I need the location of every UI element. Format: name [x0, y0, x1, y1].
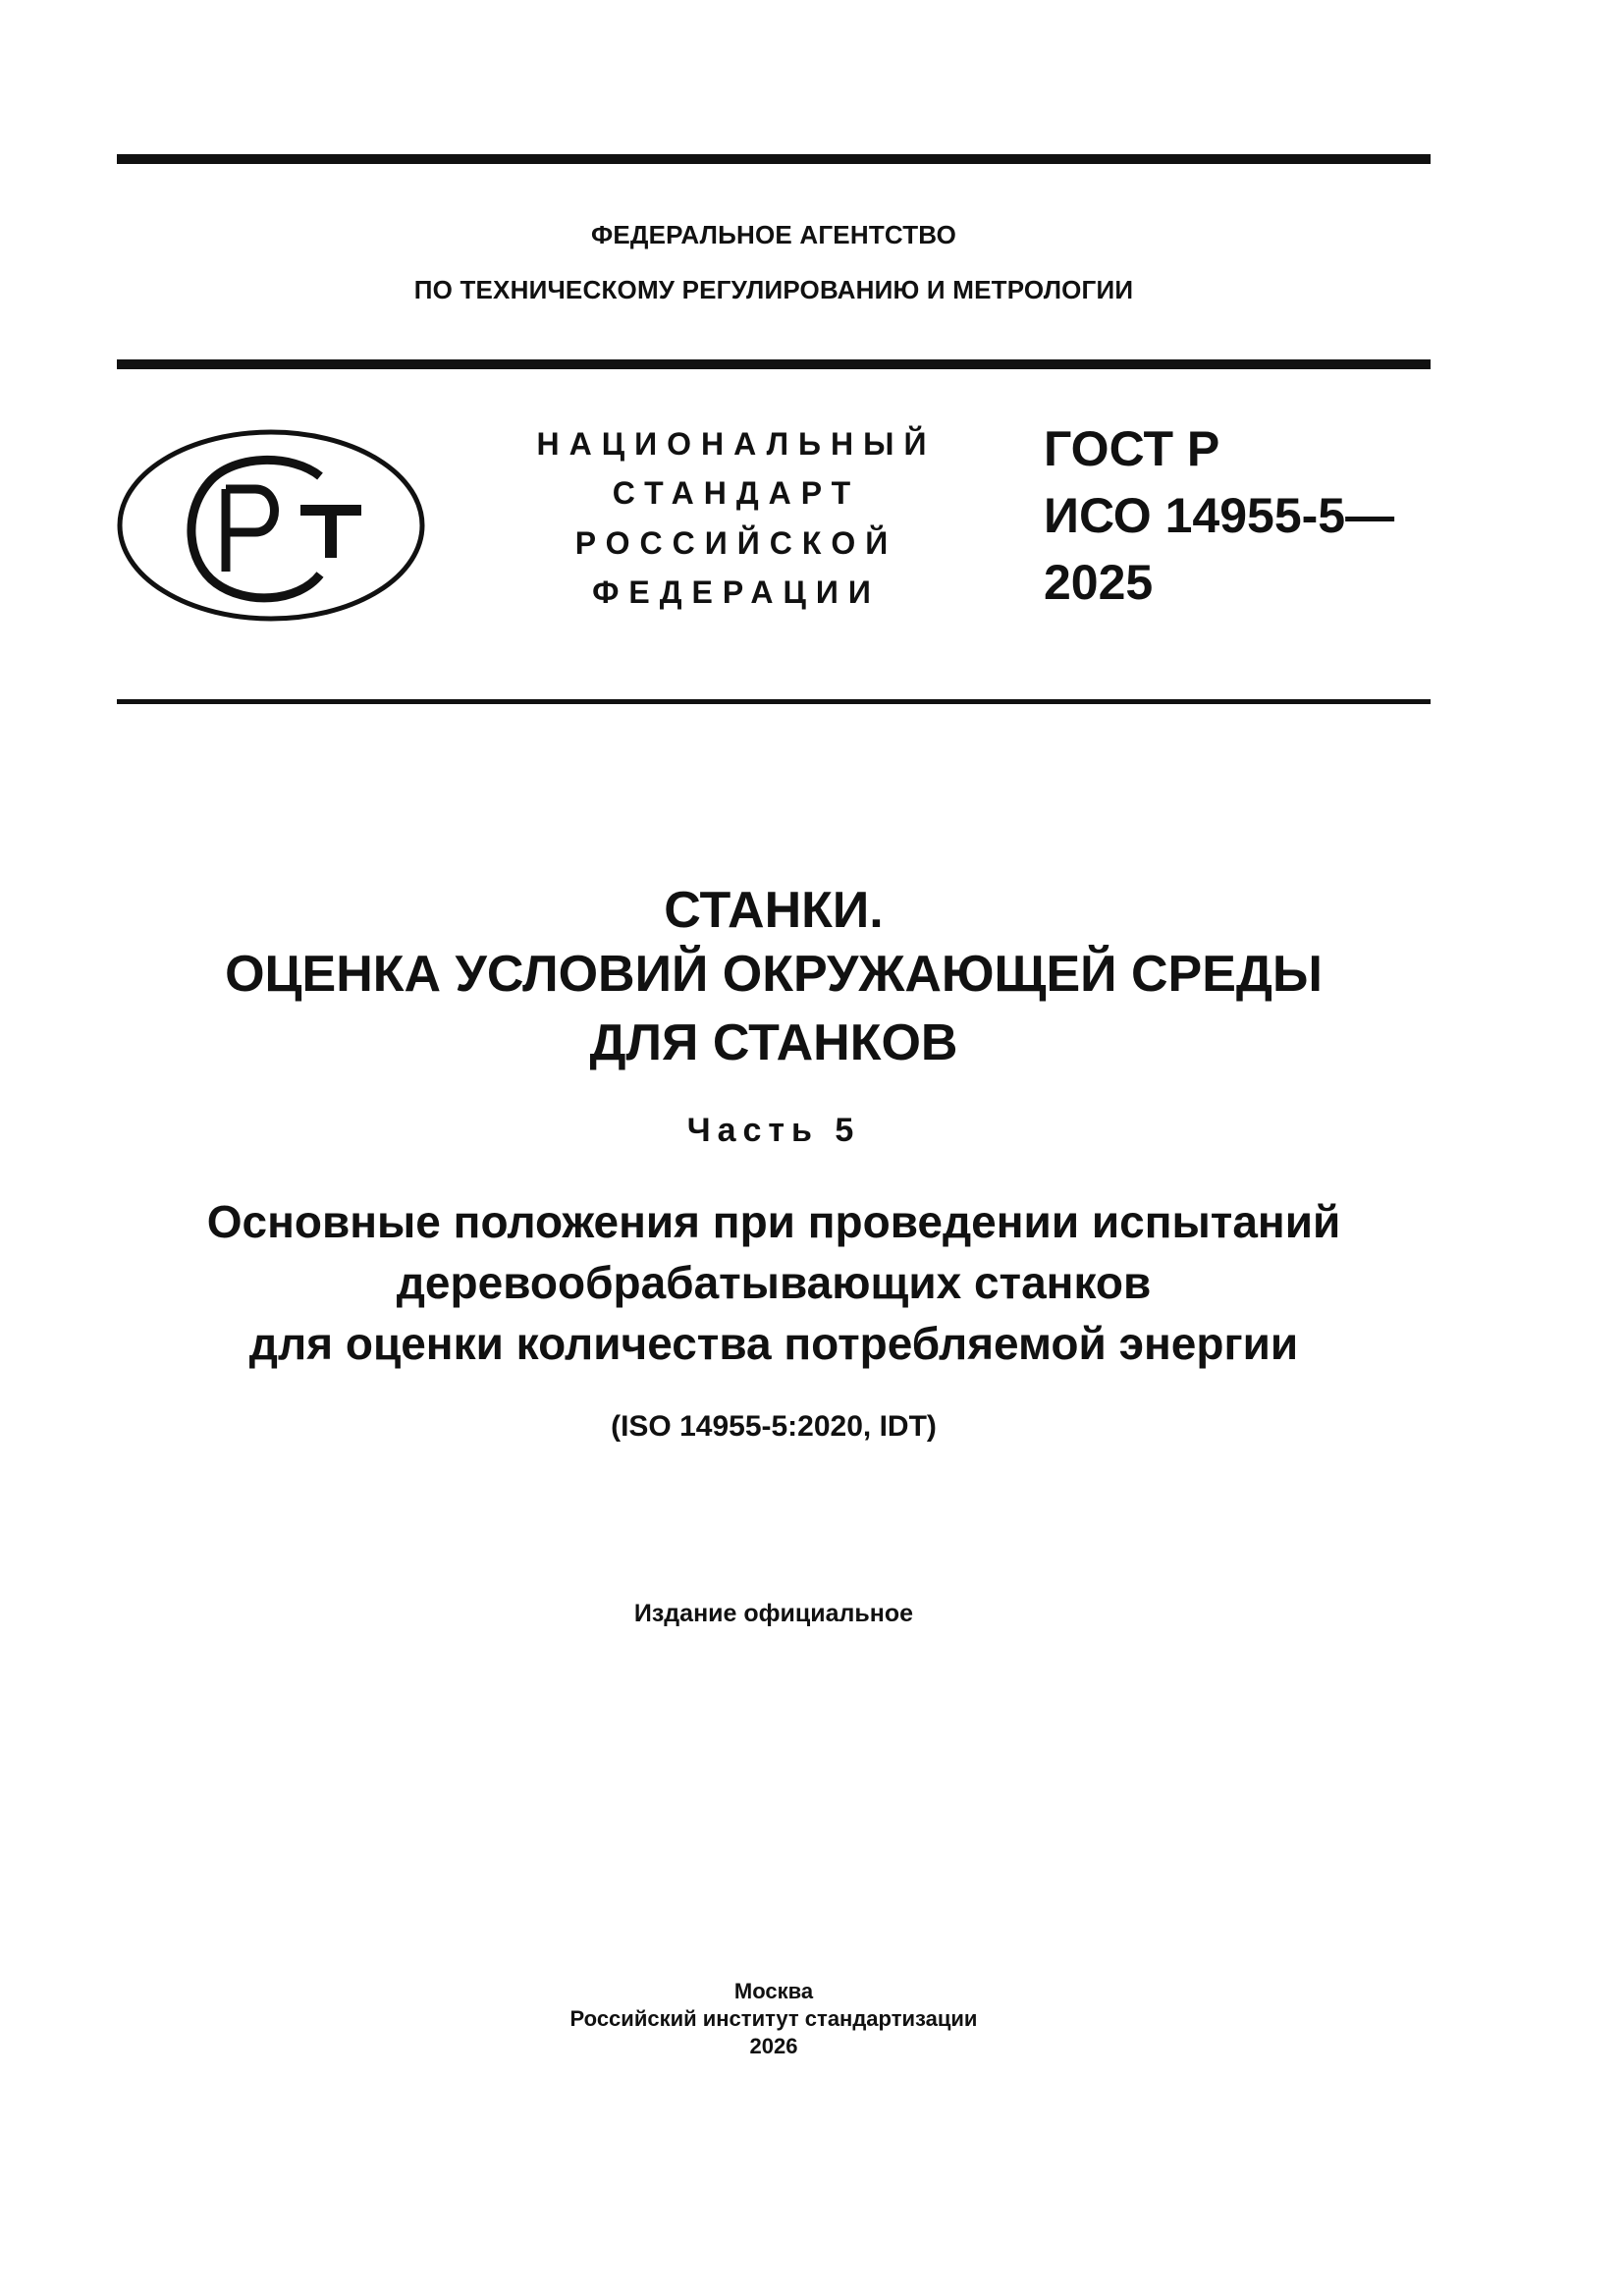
publisher-city: Москва	[733, 1979, 814, 2003]
document-title-line2: ОЦЕНКА УСЛОВИЙ ОКРУЖАЮЩЕЙ СРЕДЫ	[225, 946, 1323, 1003]
top-rule	[117, 154, 1431, 164]
publication-year: 2026	[749, 2034, 798, 2058]
standard-designation-line3: 2025	[1044, 555, 1154, 610]
part-label: Часть 5	[686, 1112, 861, 1149]
agency-name-line2: ПО ТЕХНИЧЕСКОМУ РЕГУЛИРОВАНИЮ И МЕТРОЛОГИИ	[413, 275, 1134, 304]
national-standard-line2: СТАНДАРТ	[612, 475, 861, 511]
document-subtitle-line1: Основные положения при проведении испытаний	[206, 1196, 1341, 1247]
edition-label: Издание официальное	[633, 1600, 914, 1627]
national-standard-line1: НАЦИОНАЛЬНЫЙ	[536, 426, 937, 462]
agency-name-line1: ФЕДЕРАЛЬНОЕ АГЕНТСТВО	[590, 220, 957, 249]
standard-designation-line2: ИСО 14955-5—	[1044, 488, 1395, 543]
document-subtitle-line2: деревообрабатывающих станков	[396, 1257, 1152, 1308]
iso-reference: (ISO 14955-5:2020, IDT)	[611, 1410, 937, 1443]
document-title-line1: СТАНКИ.	[664, 882, 884, 939]
national-standard-line4: ФЕДЕРАЦИИ	[592, 574, 881, 610]
rst-certification-mark-icon	[116, 428, 426, 623]
header-rule	[117, 359, 1431, 369]
publisher-name: Российский институт стандартизации	[569, 2006, 978, 2031]
document-subtitle-line3: для оценки количества потребляемой энергии	[248, 1318, 1299, 1369]
document-title-line3: ДЛЯ СТАНКОВ	[589, 1014, 958, 1071]
designation-rule	[117, 699, 1431, 704]
standard-designation-line1: ГОСТ Р	[1044, 421, 1220, 476]
national-standard-line3: РОССИЙСКОЙ	[574, 525, 898, 561]
